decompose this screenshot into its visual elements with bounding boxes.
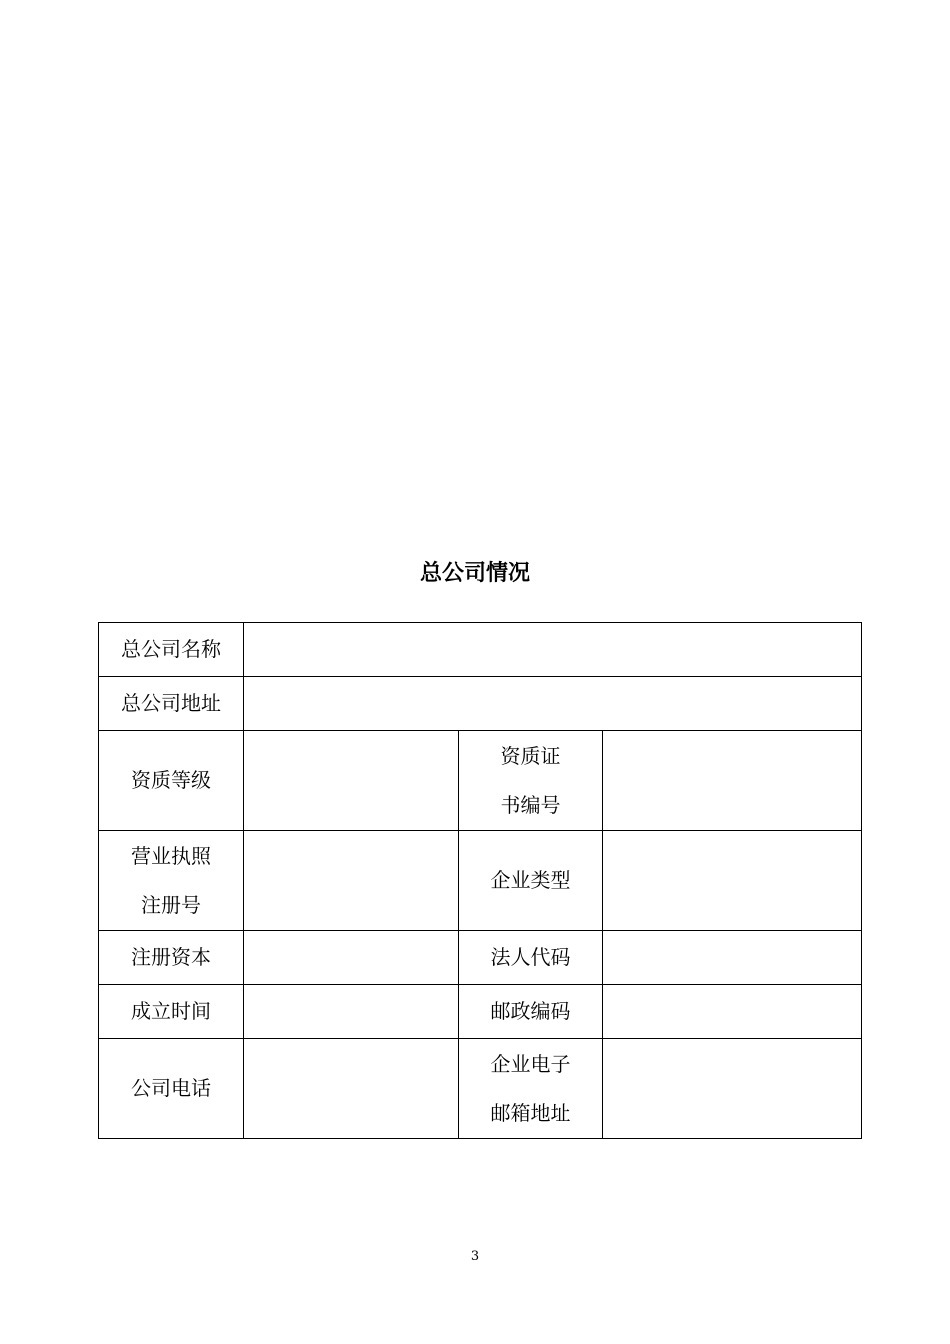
table-row bbox=[99, 1039, 862, 1139]
company-type-value[interactable] bbox=[603, 831, 862, 931]
founded-date-label: 成立时间 bbox=[99, 985, 244, 1039]
company-name-value[interactable] bbox=[244, 623, 862, 677]
legal-code-value[interactable] bbox=[603, 931, 862, 985]
table-row bbox=[99, 623, 862, 677]
company-info-table bbox=[98, 622, 862, 1139]
business-license-label-text: 营业执照注册号 bbox=[131, 843, 211, 917]
postal-code-label: 邮政编码 bbox=[459, 985, 603, 1039]
business-license-value[interactable] bbox=[244, 831, 459, 931]
qualification-cert-label-text: 资质证书编号 bbox=[500, 743, 561, 817]
company-phone-value[interactable] bbox=[244, 1039, 459, 1139]
company-address-label: 总公司地址 bbox=[99, 677, 244, 731]
table-row bbox=[99, 731, 862, 831]
company-email-label bbox=[459, 1039, 603, 1139]
business-license-label bbox=[99, 831, 244, 931]
registered-capital-value[interactable] bbox=[244, 931, 459, 985]
table-row bbox=[99, 677, 862, 731]
legal-code-label: 法人代码 bbox=[459, 931, 603, 985]
company-email-label-text: 企业电子邮箱地址 bbox=[490, 1051, 571, 1125]
table-row bbox=[99, 831, 862, 931]
qualification-level-value[interactable] bbox=[244, 731, 459, 831]
company-phone-label: 公司电话 bbox=[99, 1039, 244, 1139]
page-number: 3 bbox=[470, 1249, 480, 1264]
company-type-label: 企业类型 bbox=[459, 831, 603, 931]
registered-capital-label: 注册资本 bbox=[99, 931, 244, 985]
founded-date-value[interactable] bbox=[244, 985, 459, 1039]
qualification-cert-value[interactable] bbox=[603, 731, 862, 831]
qualification-cert-label bbox=[459, 731, 603, 831]
company-name-label: 总公司名称 bbox=[99, 623, 244, 677]
page-title: 总公司情况 bbox=[419, 561, 530, 586]
postal-code-value[interactable] bbox=[603, 985, 862, 1039]
company-address-value[interactable] bbox=[244, 677, 862, 731]
qualification-level-label: 资质等级 bbox=[99, 731, 244, 831]
table-row bbox=[99, 931, 862, 985]
table-row bbox=[99, 985, 862, 1039]
company-email-value[interactable] bbox=[603, 1039, 862, 1139]
